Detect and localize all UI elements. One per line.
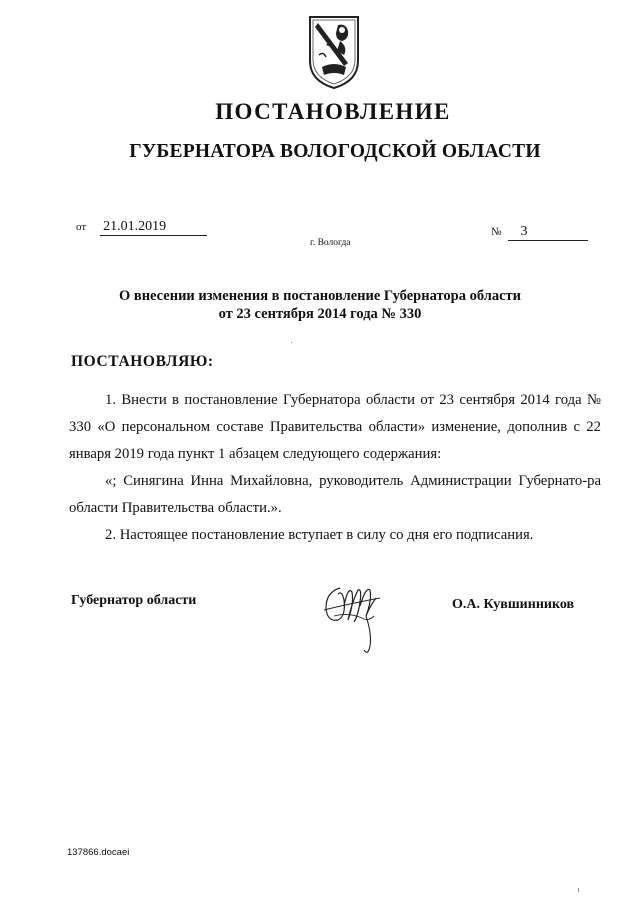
date-prefix: от [76,221,87,233]
document-title: ПОСТАНОВЛЕНИЕ [215,99,451,124]
handwritten-signature-icon [318,576,388,658]
city-label: г. Вологда [310,238,351,248]
signatory-name: О.А. Кувшинников [452,597,575,612]
resolve-heading: ПОСТАНОВЛЯЮ: [71,353,214,370]
document-number [491,223,588,241]
number-value: 3 [508,224,588,241]
signatory-position: Губернатор области [71,593,197,608]
document-date [76,218,207,236]
file-name: 137866.docaei [67,847,130,858]
document-subtitle: ГУБЕРНАТОРА ВОЛОГОДСКОЙ ОБЛАСТИ [129,141,541,162]
subject-line-2: от 23 сентября 2014 года № 330 [218,306,422,322]
paragraph-1: 1. Внести в постановление Губернатора области от 23 сентября 2014 года № 330 «О персональном составе Правительства области» изменение, дополнив с 22 января 2019 года пункт 1 абзацем следующего содержания: [69,392,601,462]
scan-speck [578,888,579,892]
coat-of-arms-icon [304,11,364,91]
date-value: 21.01.2019 [100,219,207,236]
paragraph-3: 2. Настоящее постановление вступает в силу со дня его подписания. [105,527,534,543]
subject-line-1: О внесении изменения в постановление Губернатора области [118,288,522,304]
document-body [69,387,601,549]
paragraph-2: «; Синягина Инна Михайловна, руководитель Администрации Губернато-ра области Правительства области.». [69,473,601,516]
number-sign: № [491,226,502,238]
document-subject [0,287,640,323]
scan-speck [291,342,292,343]
